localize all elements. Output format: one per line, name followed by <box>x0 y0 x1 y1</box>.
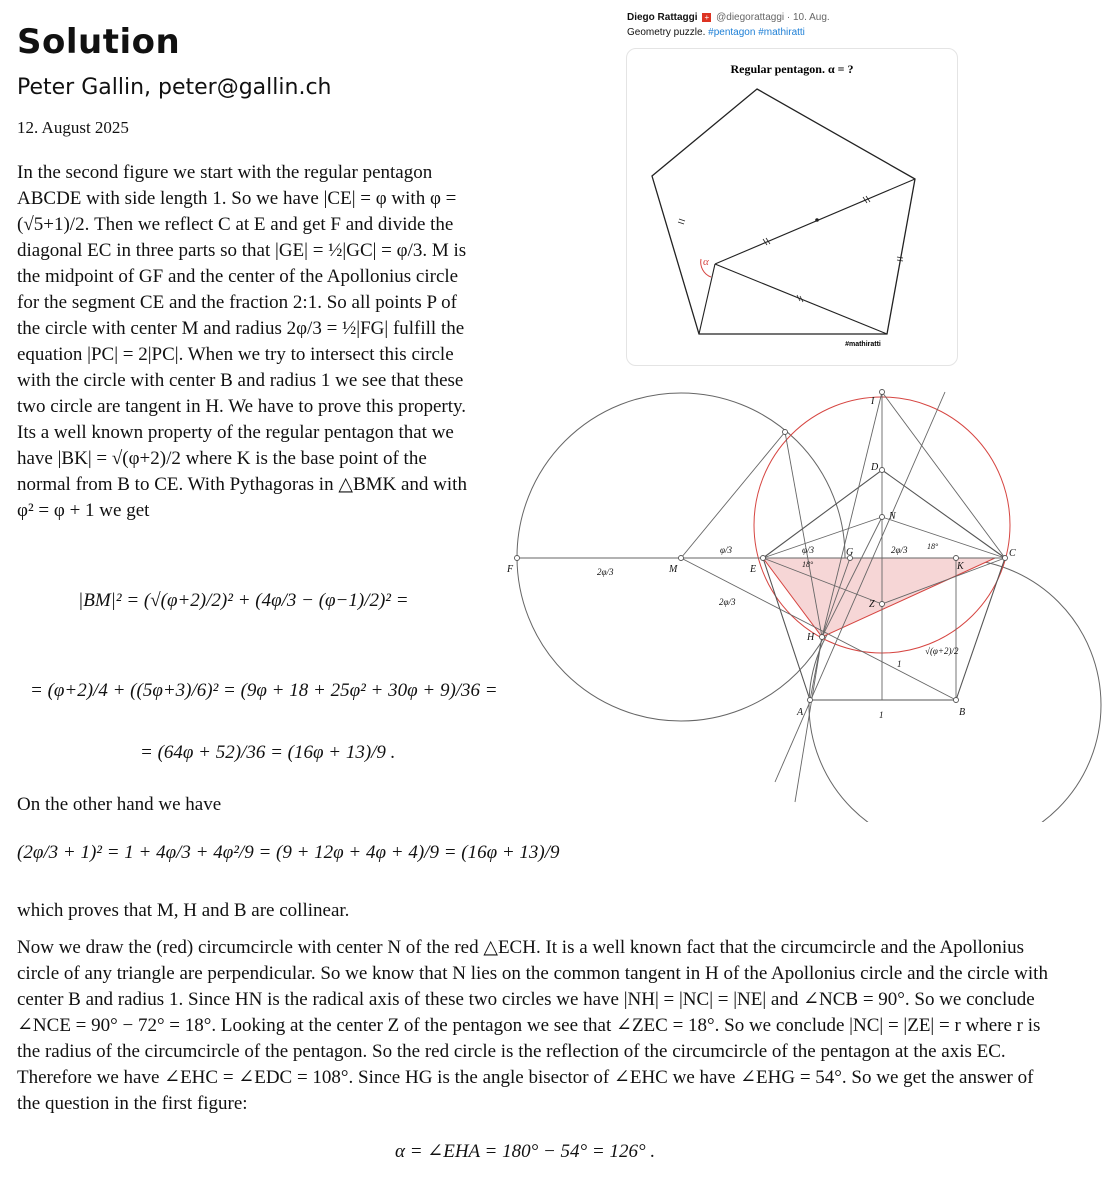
label-phi3-me: φ/3 <box>720 545 732 555</box>
author-line: Peter Gallin, peter@gallin.ch <box>17 75 332 100</box>
label-18-c: 18° <box>927 542 939 551</box>
label-f: F <box>507 564 514 575</box>
equation-line-2: = (φ+2)/4 + ((5φ+3)/6)² = (9φ + 18 + 25φ² + 30φ + 9)/36 = <box>30 680 498 701</box>
label-c: C <box>1009 548 1016 559</box>
label-m: M <box>669 564 678 575</box>
label-18-e: 18° <box>802 560 814 569</box>
segment-to-b <box>715 264 887 334</box>
label-a: A <box>797 707 804 718</box>
equation-line-3: = (64φ + 52)/36 = (16φ + 13)/9 . <box>140 742 396 763</box>
label-i: I <box>871 396 875 407</box>
label-e: E <box>750 564 757 575</box>
tweet-text <box>627 27 805 38</box>
page-title: Solution <box>17 22 181 62</box>
equation-line-4: (2φ/3 + 1)² = 1 + 4φ/3 + 4φ²/9 = (9 + 12φ + 4φ + 4)/9 = (16φ + 13)/9 <box>17 842 560 863</box>
tweet-author: Diego Rattaggi <box>627 12 698 23</box>
date: 12. August 2025 <box>17 118 129 137</box>
puzzle-figure <box>627 49 957 365</box>
paragraph-2: Now we draw the (red) circumcircle with center N of the red △ECH. It is a well known fact that the circumcircle and the Apollonius circle of any triangle are perpendicular. So we know that N lies on the common tangent in H of the Apollonius circle and the circle with center B and radius 1. Since HN is the radical axis of these two circles we have |NH| = |NC| = |NE| and ∠NCB = 90°. So we conclude ∠NCE = 90° − 72° = 18°. Looking at the center Z of the pentagon we see that ∠ZEC = 18°. So we conclude |NC| = |ZE| = r where r is the radius of the circumcircle of the pentagon. So the red circle is the reflection of the circumcircle of the pentagon at the axis EC. Therefore we have ∠EHC = ∠EDC = 108°. Since HG is the angle bisector of ∠EHC we have ∠EHG = 54°. So we get the answer of the question in the first figure: <box>17 937 1048 1114</box>
label-one-ab: 1 <box>879 710 884 720</box>
label-n: N <box>889 511 896 522</box>
hashtag-mathiratti[interactable]: #mathiratti <box>758 27 805 38</box>
label-2phi3-fm: 2φ/3 <box>597 567 614 577</box>
pentagon <box>652 89 915 334</box>
tweet-header <box>627 12 830 23</box>
label-phi3-eg: φ/3 <box>802 545 814 555</box>
construction-figure <box>505 382 1114 822</box>
tweet-image-card[interactable] <box>626 48 958 366</box>
hashtag-pentagon[interactable]: #pentagon <box>708 27 756 38</box>
card-title: Regular pentagon. α = ? <box>730 62 854 76</box>
label-one-hb: 1 <box>897 659 902 669</box>
collinear-conclusion: which proves that M, H and B are collinear. <box>17 900 350 921</box>
alpha-label: α <box>703 256 709 268</box>
watermark: #mathiratti <box>845 341 881 348</box>
tweet-embed <box>623 8 958 364</box>
swiss-flag-icon: + <box>702 13 711 22</box>
midpoint-dot <box>815 218 819 222</box>
label-k: K <box>957 561 964 572</box>
label-g: G <box>846 547 854 558</box>
tweet-body: Geometry puzzle. <box>627 27 706 38</box>
paragraph-1: In the second figure we start with the regular pentagon ABCDE with side length 1. So we have |CE| = φ with φ = (√5+1)/2. Then we reflect C at E and get F and divide the diagonal EC in three parts so that |GE| = ½|GC| = φ/3. M is the midpoint of GF and the center of the Apollonius circle for the segment CE and the fraction 2:1. So all points P of the circle with center M and radius 2φ/3 = ½|FG| fulfill the equation |PC| = 2|PC|. When we try to intersect this circle with the circle with center B and radius 1 we see that these two circle are tangent in H. We have to prove this property. Its a well known property of the regular pentagon that we have |BK| = √(φ+2)/2 where K is the base point of the normal from B to CE. With Pythagoras in △BMK and with φ² = φ + 1 we get <box>17 162 467 521</box>
label-2phi3-mh: 2φ/3 <box>719 597 736 607</box>
label-d: D <box>871 462 879 473</box>
tick-marks <box>678 196 903 302</box>
final-answer: α = ∠EHA = 180° − 54° = 126° . <box>395 1141 656 1162</box>
label-h: H <box>807 632 815 643</box>
construction-lines <box>517 392 1005 802</box>
equation-line-1: |BM|² = (√(φ+2)/2)² + (4φ/3 − (φ−1)/2)² = <box>78 590 409 611</box>
label-z: Z <box>869 599 875 610</box>
label-sqrt: √(φ+2)/2 <box>925 646 959 656</box>
label-2phi3-gc: 2φ/3 <box>891 545 908 555</box>
diagonal-line <box>715 179 915 264</box>
other-hand-text: On the other hand we have <box>17 794 222 815</box>
tweet-handle: @diegorattaggi · 10. Aug. <box>716 12 830 23</box>
label-b: B <box>959 707 966 718</box>
